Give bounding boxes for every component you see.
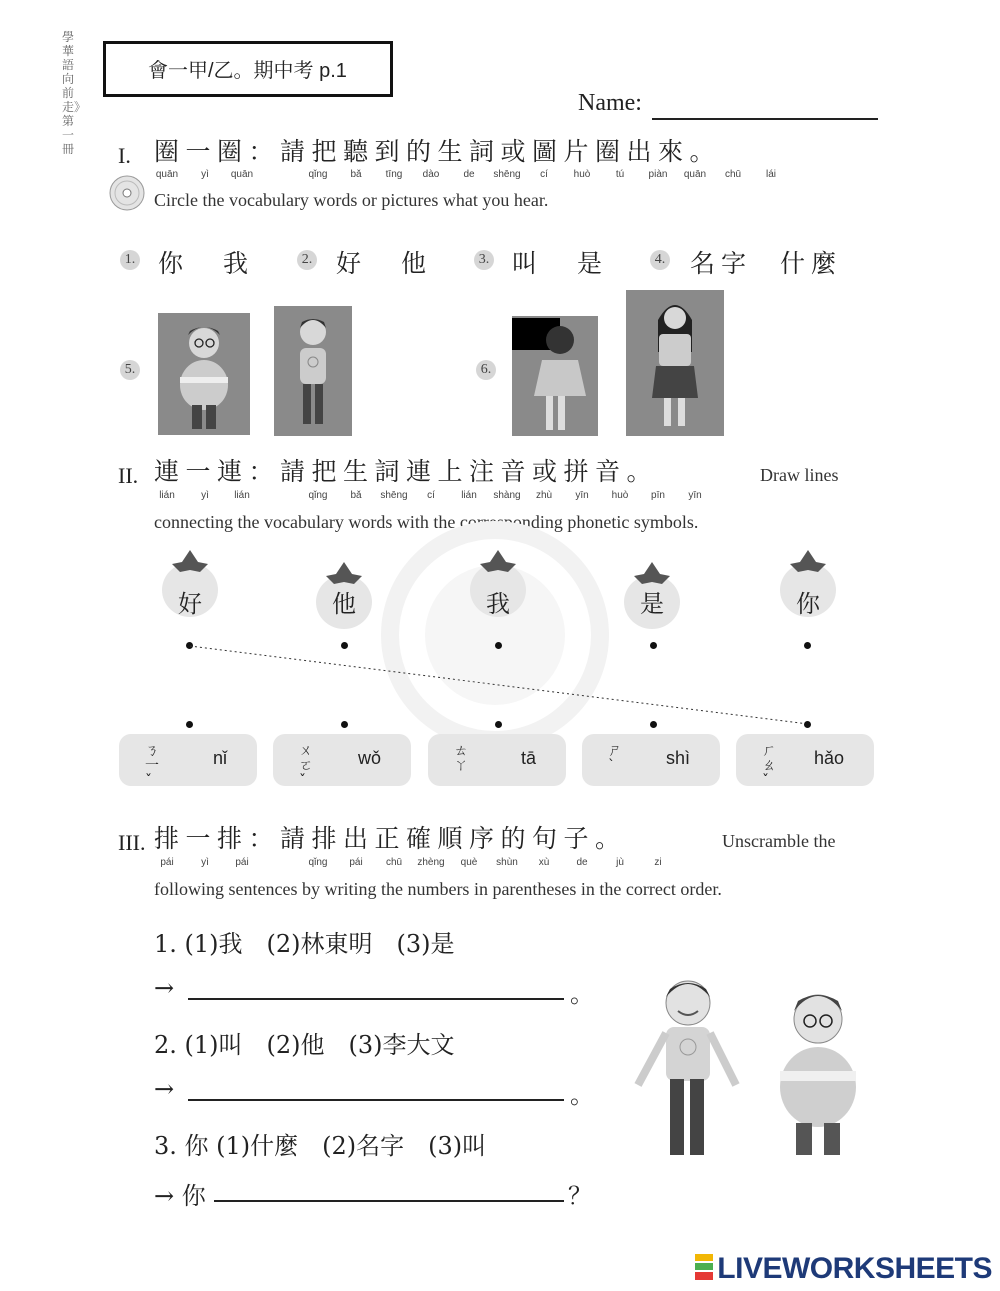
phonetic-card-hao: ㄏㄠˇ hǎo: [736, 734, 874, 786]
item-number: 1.: [120, 250, 140, 270]
item-number: 6.: [476, 360, 496, 380]
item-number: 5.: [120, 360, 140, 380]
liveworksheets-mark-icon: [695, 1254, 713, 1280]
bottom-dot-1[interactable]: [186, 721, 193, 728]
vocab-choice-3[interactable]: 叫 是: [512, 249, 612, 278]
answer-line-1[interactable]: [188, 998, 564, 1000]
question-2-end: 。: [570, 1081, 594, 1109]
section2-roman: II.: [118, 463, 139, 488]
word-ta: 他: [332, 590, 356, 618]
phonetic-card-ta: ㄊㄚ tā: [428, 734, 566, 786]
section2-instruction: connecting the vocabulary words with the corresponding phonetic symbols.: [154, 512, 699, 532]
phonetic-card-ni: ㄋ一ˇ nǐ: [119, 734, 257, 786]
section3-heading: 排一排：請排出正確順序的句子。: [154, 824, 627, 853]
question-3-arrow: → 你: [154, 1182, 206, 1210]
bottom-dot-3[interactable]: [495, 721, 502, 728]
name-label: Name:: [578, 90, 642, 116]
section3-instruction: following sentences by writing the numbers in parentheses in the correct order.: [154, 879, 722, 899]
bottom-dot-5[interactable]: [804, 721, 811, 728]
vocab-choice-4[interactable]: 名字 什麼: [690, 249, 842, 278]
word-wo: 我: [486, 590, 510, 618]
item-number: 3.: [474, 250, 494, 270]
section2-pinyin: lián yì lián qǐng bǎ shēng cí lián shàng zhù yīn huò pīn yīn: [159, 490, 702, 501]
phonetic-card-wo: ㄨㄛˇ wǒ: [273, 734, 411, 786]
question-3-prompt: 3. 你 (1)什麼 (2)名字 (3)叫: [154, 1132, 487, 1160]
section2-heading: 連一連：請把生詞連上注音或拼音。: [154, 457, 659, 486]
section3-roman: III.: [118, 830, 146, 855]
item-number: 4.: [650, 250, 670, 270]
question-1-arrow: →: [154, 974, 175, 1002]
two-boys-illustration: [630, 975, 880, 1165]
item-number: 2.: [297, 250, 317, 270]
section3-heading-tail: Unscramble the: [722, 831, 836, 851]
answer-line-2[interactable]: [188, 1099, 564, 1101]
question-3-end: ？: [568, 1182, 592, 1210]
vocab-choice-1[interactable]: 你 我: [158, 249, 258, 278]
section1-instruction: Circle the vocabulary words or pictures what you hear.: [154, 190, 549, 210]
exam-title: 會一甲/乙。期中考 p.1: [103, 41, 393, 97]
vocab-choice-2[interactable]: 好 他: [336, 249, 436, 278]
logo-text: LIVEWORKSHEETS: [717, 1252, 992, 1285]
section1-pinyin: quān yì quān qǐng bǎ tīng dào de shēng cí huò tú piàn quān chū lái: [155, 169, 777, 180]
word-ni: 你: [796, 590, 820, 618]
section1-roman: I.: [118, 143, 131, 168]
bottom-dot-4[interactable]: [650, 721, 657, 728]
word-shi: 是: [640, 590, 664, 618]
bottom-dot-2[interactable]: [341, 721, 348, 728]
answer-line-3[interactable]: [214, 1200, 564, 1202]
section1-heading: 圈一圈：請把聽到的生詞或圖片圈出來。: [154, 137, 722, 166]
question-2-prompt: 2. (1)叫 (2)他 (3)李大文: [154, 1031, 455, 1059]
section2-heading-tail: Draw lines: [760, 465, 839, 485]
question-1-prompt: 1. (1)我 (2)林東明 (3)是: [154, 930, 455, 958]
liveworksheets-logo[interactable]: [695, 1252, 992, 1286]
question-1-end: 。: [570, 980, 594, 1008]
book-title-vertical: 學華語向前走》第一冊: [62, 30, 81, 156]
question-2-arrow: →: [154, 1075, 175, 1103]
phonetic-card-shi: ㄕˋ shì: [582, 734, 720, 786]
word-hao: 好: [178, 590, 202, 618]
section3-pinyin: pái yì pái qǐng pái chū zhèng què shùn xù de jù zi: [160, 857, 662, 868]
